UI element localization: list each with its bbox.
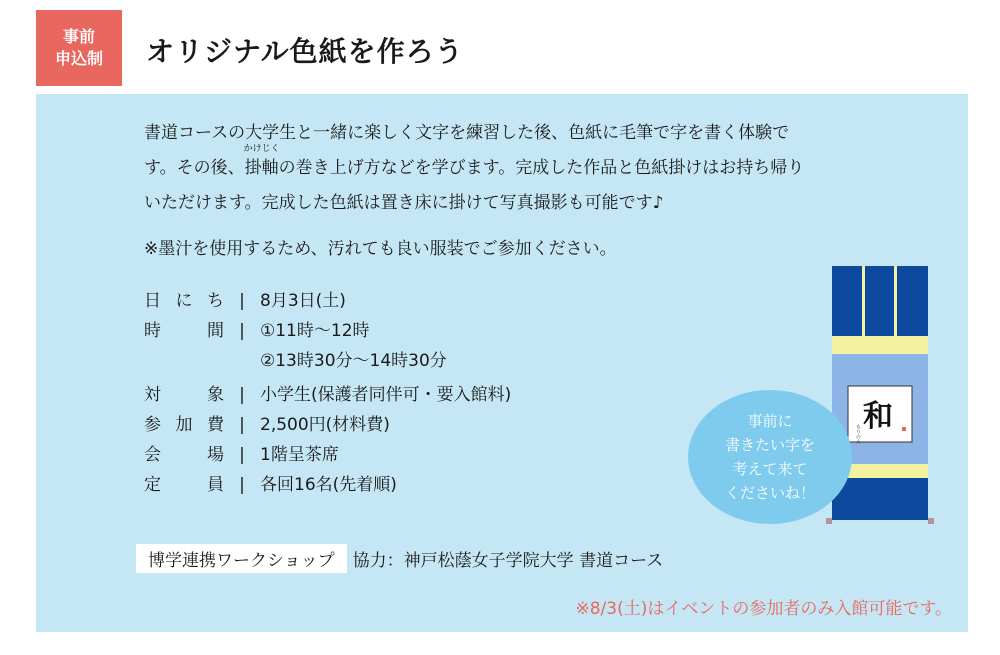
collaboration-text: 協力：神戸松蔭女子学院大学 書道コース (352, 551, 664, 571)
info-row-venue (144, 440, 511, 470)
info-value: 1階呈茶席 (260, 445, 339, 465)
info-label: 時 間 (144, 321, 224, 341)
scroll-signature: もりのみ (855, 424, 861, 444)
info-separator: | (239, 291, 245, 311)
description-line-2-a: す。その後、 (144, 158, 245, 178)
bubble-line-2: 書きたい字を (724, 436, 815, 454)
info-value: 8月3日(土) (260, 291, 346, 311)
info-label: 対 象 (144, 385, 224, 405)
info-value: ①11時～12時 (260, 321, 370, 341)
bubble-line-4: くださいね！ (724, 484, 815, 502)
collaboration-credit (136, 544, 663, 573)
badge-line-2: 申込制 (54, 49, 103, 68)
bubble-line-3: 考えて来て (732, 460, 808, 478)
ruby-base: 掛軸 (244, 158, 279, 178)
bubble-line-1: 事前に (747, 412, 793, 430)
info-row-fee (144, 410, 511, 440)
info-label: 日 に ち (144, 291, 224, 311)
info-label: 会 場 (144, 445, 224, 465)
scroll-strip-left (862, 266, 865, 336)
pre-registration-badge (36, 10, 122, 86)
scroll-top-band (832, 266, 928, 336)
info-separator: | (239, 385, 245, 405)
description-line-2 (144, 144, 874, 186)
scroll-upper-yellow (832, 336, 928, 354)
scroll-roller-right (928, 518, 934, 524)
workshop-tag: 博学連携ワークショップ (136, 544, 347, 573)
info-value: 小学生(保護者同伴可・要入館料) (260, 385, 512, 405)
event-description (144, 116, 874, 221)
info-row-time (144, 316, 511, 346)
info-row-target (144, 380, 511, 410)
event-panel (36, 94, 968, 632)
info-row-time-2 (144, 346, 511, 376)
info-separator: | (239, 445, 245, 465)
info-value: 各回16名(先着順) (260, 475, 397, 495)
info-separator: | (239, 321, 245, 341)
scroll-bottom-band (832, 478, 928, 520)
scroll-roller-left (826, 518, 832, 524)
info-value: ②13時30分～14時30分 (260, 351, 447, 371)
description-line-1: 書道コースの大学生と一緒に楽しく文字を練習した後、色紙に毛筆で字を書く体験で (144, 123, 790, 143)
speech-bubble (688, 390, 852, 524)
description-line-3: いただけます。完成した色紙は置き床に掛けて写真撮影も可能です♪ (144, 193, 664, 213)
info-label: 定 員 (144, 475, 224, 495)
ruby-reading: かけじく (243, 144, 280, 154)
info-label: 参 加 費 (144, 415, 224, 435)
clothing-note: ※墨汁を使用するため、汚れても良い服装でご参加ください。 (144, 239, 617, 259)
kakejiku-ruby (243, 144, 280, 186)
event-info-table (144, 286, 511, 500)
admission-footnote: ※8/3(土)はイベントの参加者のみ入館可能です。 (575, 599, 952, 619)
info-separator: | (239, 475, 245, 495)
info-row-date (144, 286, 511, 316)
info-row-capacity (144, 470, 511, 500)
info-value: 2,500円(材料費) (260, 415, 390, 435)
hanging-scroll-illustration (826, 264, 966, 534)
description-line-2-b: の巻き上げ方などを学びます。完成した作品と色紙掛けはお持ち帰り (278, 158, 805, 178)
scroll-seal (902, 427, 906, 431)
scroll-strip-right (894, 266, 897, 336)
badge-line-1: 事前 (62, 27, 95, 46)
scroll-character: 和 (863, 399, 893, 434)
page-title: オリジナル色紙を作ろう (146, 35, 464, 68)
info-separator: | (239, 415, 245, 435)
